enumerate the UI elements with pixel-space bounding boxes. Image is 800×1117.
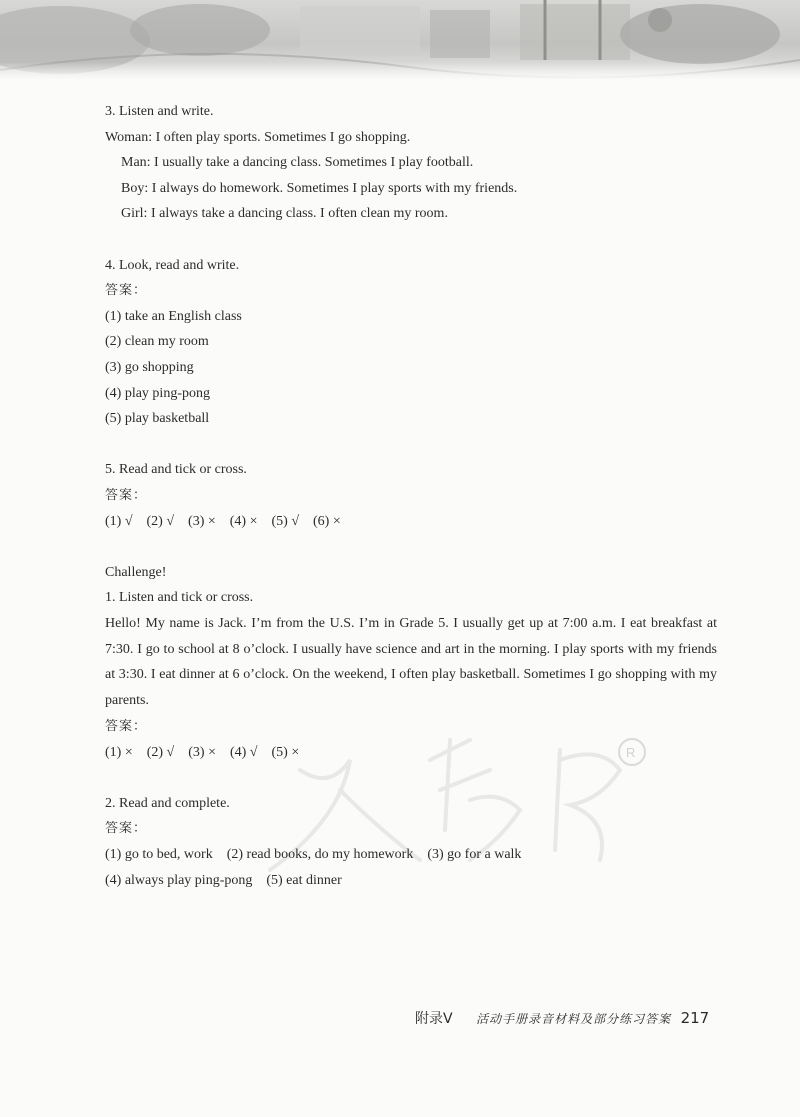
answer-row [105, 509, 725, 535]
section-4-title: 4. Look, read and write. [105, 257, 240, 273]
answer-item: (6) × [313, 513, 341, 529]
svg-text:R: R [626, 745, 636, 760]
page-number: 217 [680, 1009, 710, 1027]
answer-item: (3) go for a walk [427, 847, 522, 863]
answer-item: (4) always play ping-pong [105, 872, 253, 888]
answer-label: 答案： [105, 283, 148, 299]
list-item: (3) go shopping [105, 359, 194, 375]
answer-label: 答案： [105, 719, 148, 735]
list-item: (5) play basketball [105, 411, 210, 427]
dialog-line-boy: Boy: I always do homework. Sometimes I play sports with my friends. [121, 180, 518, 196]
challenge-1-paragraph: Hello! My name is Jack. I’m from the U.S. I’m in Grade 5. I usually get up at 7:00 a.m. I eat breakfast at 7:30. I go to school at 8 o’clock. I usually have science and art in the morning. I play sports with my friends at 3:30. I eat dinner at 6 o’clock. On the weekend, I often play basketball. Sometimes I go shopping with my parents. [105, 615, 717, 709]
dialog-line-woman: Woman: I often play sports. Sometimes I go shopping. [105, 129, 411, 145]
list-item: (4) play ping-pong [105, 385, 210, 401]
section-3-title: 3. Listen and write. [105, 104, 214, 119]
answer-item: (1) √ [105, 513, 133, 529]
answer-item: (5) × [271, 744, 300, 760]
answer-label: 答案： [105, 821, 148, 837]
challenge-1-title: 1. Listen and tick or cross. [105, 590, 254, 606]
answer-item: (5) √ [271, 513, 300, 529]
answer-item: (3) × [188, 513, 216, 529]
list-item: (2) clean my room [105, 334, 209, 350]
appendix-label: 附录Ⅴ [415, 1011, 453, 1027]
answer-item: (2) √ [146, 744, 175, 760]
answer-item: (1) × [105, 744, 133, 760]
dialog-line-girl: Girl: I always take a dancing class. I often clean my room. [121, 206, 448, 222]
answer-item: (3) × [188, 744, 216, 760]
header-banner-image [0, 0, 800, 80]
answer-item: (5) eat dinner [266, 872, 342, 888]
section-5-title: 5. Read and tick or cross. [105, 462, 247, 478]
answer-label: 答案： [105, 487, 148, 503]
header-banner-art [0, 0, 800, 80]
list-item: (1) take an English class [105, 308, 242, 324]
challenge-heading: Challenge! [105, 564, 167, 580]
dialog-line-man: Man: I usually take a dancing class. Sometimes I play football. [121, 155, 474, 171]
answer-item: (4) × [229, 513, 258, 529]
challenge-2-title: 2. Read and complete. [105, 795, 230, 811]
answer-row [105, 842, 725, 868]
answer-item: (4) √ [229, 744, 258, 760]
answer-item: (1) go to bed, work [105, 847, 213, 863]
answer-item: (2) read books, do my homework [226, 847, 414, 863]
answer-row [105, 868, 725, 894]
answer-item: (2) √ [146, 513, 175, 529]
answer-row [105, 740, 725, 766]
page-footer [415, 1008, 709, 1028]
answer-content [105, 99, 725, 893]
footer-description: 活动手册录音材料及部分练习答案 [476, 1012, 672, 1026]
